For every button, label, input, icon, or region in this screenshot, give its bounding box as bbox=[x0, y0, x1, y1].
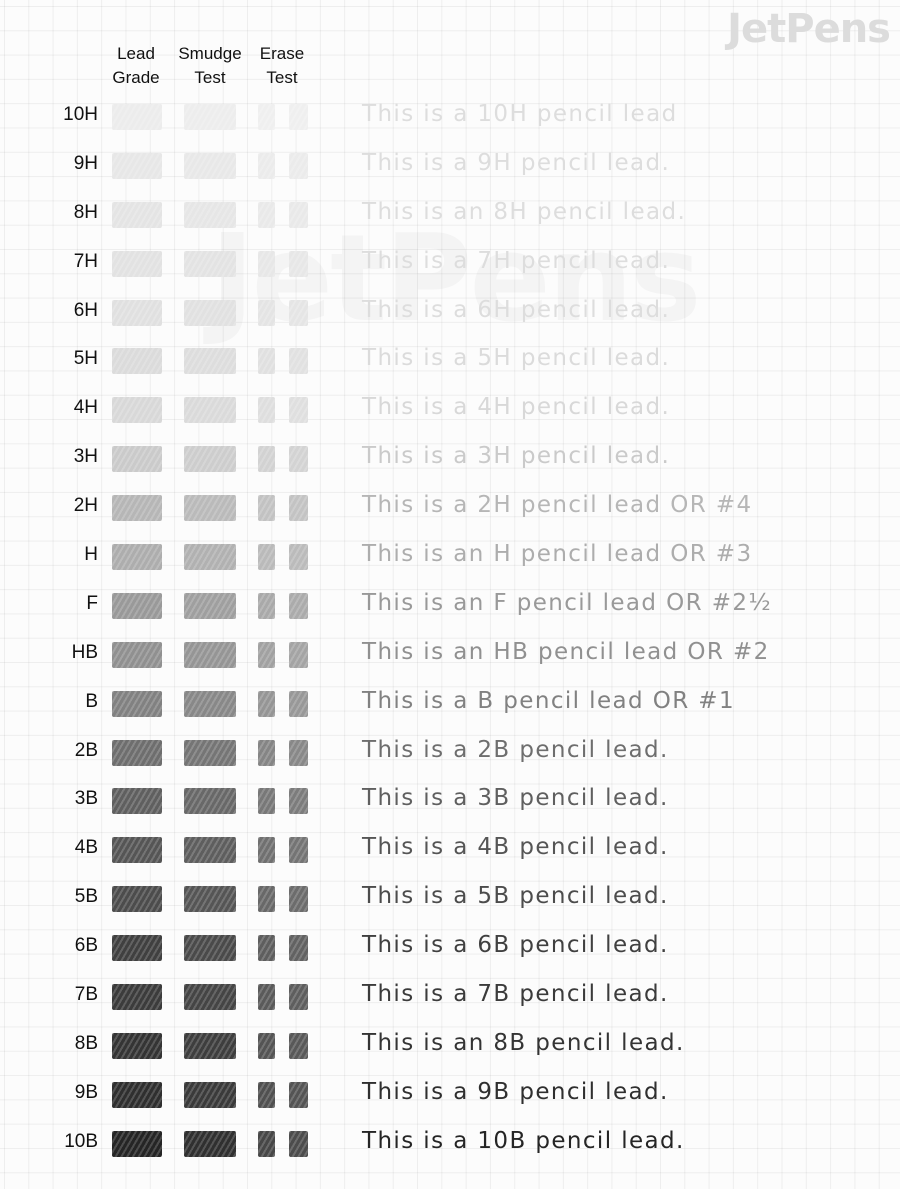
lead-grade-label: 3B bbox=[74, 788, 98, 810]
erase-swatch bbox=[258, 935, 275, 961]
erase-swatch bbox=[289, 348, 308, 374]
sample-writing: This is a 10B pencil lead. bbox=[362, 1127, 685, 1154]
lead-swatch bbox=[112, 1082, 162, 1108]
erase-swatch bbox=[258, 202, 275, 228]
sample-writing: This is a 9H pencil lead. bbox=[362, 149, 671, 176]
smudge-swatch bbox=[184, 1082, 236, 1108]
erase-swatch bbox=[258, 642, 275, 668]
erase-swatch bbox=[258, 691, 275, 717]
lead-row bbox=[0, 287, 900, 336]
lead-swatch bbox=[112, 348, 162, 374]
lead-grade-label: 6B bbox=[74, 935, 98, 957]
header-lead-grade bbox=[108, 42, 164, 90]
sample-writing: This is an H pencil lead OR #3 bbox=[362, 541, 753, 568]
lead-grade-label: 5B bbox=[74, 886, 98, 908]
lead-grade-label: 4B bbox=[74, 837, 98, 859]
erase-swatch bbox=[289, 837, 308, 863]
erase-swatch bbox=[289, 397, 308, 423]
smudge-swatch bbox=[184, 593, 236, 619]
lead-swatch bbox=[112, 153, 162, 179]
lead-grade-label: 9B bbox=[74, 1081, 98, 1103]
erase-swatch bbox=[258, 837, 275, 863]
erase-swatch bbox=[289, 593, 308, 619]
smudge-swatch bbox=[184, 691, 236, 717]
erase-swatch bbox=[289, 251, 308, 277]
erase-swatch bbox=[258, 740, 275, 766]
erase-swatch bbox=[258, 1082, 275, 1108]
smudge-swatch bbox=[184, 1033, 236, 1059]
lead-grade-label: 8B bbox=[74, 1032, 98, 1054]
lead-row bbox=[0, 335, 900, 384]
lead-grade-rows bbox=[0, 91, 900, 1167]
erase-swatch bbox=[289, 935, 308, 961]
lead-row bbox=[0, 1020, 900, 1069]
erase-swatch bbox=[289, 691, 308, 717]
lead-row bbox=[0, 775, 900, 824]
erase-swatch bbox=[258, 348, 275, 374]
erase-swatch bbox=[289, 642, 308, 668]
lead-grade-label: HB bbox=[71, 641, 98, 663]
lead-swatch bbox=[112, 788, 162, 814]
header-smudge-test-line2: Test bbox=[194, 68, 226, 87]
lead-row bbox=[0, 873, 900, 922]
erase-swatch bbox=[258, 1131, 275, 1157]
erase-swatch bbox=[258, 446, 275, 472]
smudge-swatch bbox=[184, 104, 236, 130]
erase-swatch bbox=[289, 886, 308, 912]
header-smudge-test-line1: Smudge bbox=[178, 44, 242, 63]
lead-swatch bbox=[112, 642, 162, 668]
erase-swatch bbox=[289, 1033, 308, 1059]
sample-writing: This is a 9B pencil lead. bbox=[362, 1078, 669, 1105]
sample-writing: This is a 6B pencil lead. bbox=[362, 932, 669, 959]
lead-grade-label: 9H bbox=[73, 152, 98, 174]
lead-row bbox=[0, 678, 900, 727]
sample-writing: This is a 3H pencil lead. bbox=[362, 443, 671, 470]
erase-swatch bbox=[258, 495, 275, 521]
sample-writing: This is a 5B pencil lead. bbox=[362, 883, 669, 910]
header-erase-test-line2: Test bbox=[266, 68, 298, 87]
smudge-swatch bbox=[184, 935, 236, 961]
lead-swatch bbox=[112, 446, 162, 472]
smudge-swatch bbox=[184, 886, 236, 912]
erase-swatch bbox=[258, 593, 275, 619]
erase-swatch bbox=[258, 886, 275, 912]
erase-swatch bbox=[289, 544, 308, 570]
lead-row bbox=[0, 91, 900, 140]
sample-writing: This is an HB pencil lead OR #2 bbox=[362, 638, 770, 665]
sample-writing: This is a 5H pencil lead. bbox=[362, 345, 671, 372]
erase-swatch bbox=[289, 446, 308, 472]
lead-swatch bbox=[112, 935, 162, 961]
erase-swatch bbox=[289, 104, 308, 130]
sample-writing: This is a B pencil lead OR #1 bbox=[362, 687, 735, 714]
sample-writing: This is an 8B pencil lead. bbox=[362, 1029, 685, 1056]
lead-row bbox=[0, 531, 900, 580]
smudge-swatch bbox=[184, 1131, 236, 1157]
lead-grade-label: 7H bbox=[73, 250, 98, 272]
erase-swatch bbox=[258, 544, 275, 570]
sample-writing: This is a 7B pencil lead. bbox=[362, 981, 669, 1008]
lead-grade-label: 4H bbox=[73, 397, 98, 419]
lead-grade-label: F bbox=[86, 592, 98, 614]
erase-swatch bbox=[289, 1082, 308, 1108]
lead-row bbox=[0, 238, 900, 287]
lead-swatch bbox=[112, 691, 162, 717]
lead-grade-label: 3H bbox=[73, 446, 98, 468]
lead-row bbox=[0, 140, 900, 189]
smudge-swatch bbox=[184, 740, 236, 766]
smudge-swatch bbox=[184, 788, 236, 814]
lead-row bbox=[0, 824, 900, 873]
lead-grade-label: H bbox=[84, 544, 98, 566]
header-smudge-test bbox=[170, 42, 250, 90]
erase-swatch bbox=[258, 300, 275, 326]
erase-swatch bbox=[289, 1131, 308, 1157]
sample-writing: This is a 7H pencil lead. bbox=[362, 247, 671, 274]
smudge-swatch bbox=[184, 495, 236, 521]
lead-swatch bbox=[112, 740, 162, 766]
sample-writing: This is a 4B pencil lead. bbox=[362, 834, 669, 861]
lead-swatch bbox=[112, 593, 162, 619]
erase-swatch bbox=[258, 1033, 275, 1059]
sample-writing: This is a 6H pencil lead. bbox=[362, 296, 671, 323]
lead-row bbox=[0, 727, 900, 776]
lead-swatch bbox=[112, 495, 162, 521]
sample-writing: This is a 3B pencil lead. bbox=[362, 785, 669, 812]
lead-grade-label: 10B bbox=[64, 1130, 98, 1152]
smudge-swatch bbox=[184, 397, 236, 423]
erase-swatch bbox=[289, 740, 308, 766]
lead-grade-label: 6H bbox=[73, 299, 98, 321]
lead-swatch bbox=[112, 837, 162, 863]
smudge-swatch bbox=[184, 984, 236, 1010]
smudge-swatch bbox=[184, 251, 236, 277]
erase-swatch bbox=[258, 788, 275, 814]
sample-writing: This is a 2B pencil lead. bbox=[362, 736, 669, 763]
lead-row bbox=[0, 433, 900, 482]
lead-grade-label: 2B bbox=[74, 739, 98, 761]
header-lead-grade-line2: Grade bbox=[112, 68, 160, 87]
lead-grade-label: B bbox=[85, 690, 98, 712]
erase-swatch bbox=[258, 397, 275, 423]
lead-row bbox=[0, 1118, 900, 1167]
erase-swatch bbox=[258, 251, 275, 277]
lead-grade-label: 10H bbox=[63, 104, 98, 125]
lead-swatch bbox=[112, 886, 162, 912]
lead-swatch bbox=[112, 202, 162, 228]
lead-row bbox=[0, 384, 900, 433]
lead-swatch bbox=[112, 251, 162, 277]
jetpens-logo: JetPens bbox=[727, 6, 890, 52]
sample-writing: This is a 2H pencil lead OR #4 bbox=[362, 492, 753, 519]
lead-row bbox=[0, 922, 900, 971]
lead-swatch bbox=[112, 984, 162, 1010]
lead-grade-label: 8H bbox=[73, 201, 98, 223]
header-erase-test-line1: Erase bbox=[259, 44, 305, 63]
lead-swatch bbox=[112, 104, 162, 130]
erase-swatch bbox=[289, 153, 308, 179]
lead-swatch bbox=[112, 397, 162, 423]
header-erase-test bbox=[252, 42, 312, 90]
smudge-swatch bbox=[184, 202, 236, 228]
lead-row bbox=[0, 1069, 900, 1118]
smudge-swatch bbox=[184, 544, 236, 570]
smudge-swatch bbox=[184, 837, 236, 863]
lead-row bbox=[0, 482, 900, 531]
smudge-swatch bbox=[184, 153, 236, 179]
lead-grade-label: 5H bbox=[73, 348, 98, 370]
lead-swatch bbox=[112, 1033, 162, 1059]
lead-row bbox=[0, 629, 900, 678]
smudge-swatch bbox=[184, 300, 236, 326]
erase-swatch bbox=[289, 300, 308, 326]
smudge-swatch bbox=[184, 446, 236, 472]
lead-swatch bbox=[112, 544, 162, 570]
sample-writing: This is an F pencil lead OR #2½ bbox=[362, 589, 773, 616]
sample-writing: This is a 10H pencil lead bbox=[362, 101, 678, 127]
lead-row bbox=[0, 971, 900, 1020]
erase-swatch bbox=[289, 202, 308, 228]
lead-row bbox=[0, 189, 900, 238]
lead-swatch bbox=[112, 300, 162, 326]
erase-swatch bbox=[289, 984, 308, 1010]
lead-grade-label: 7B bbox=[74, 984, 98, 1006]
erase-swatch bbox=[258, 153, 275, 179]
smudge-swatch bbox=[184, 348, 236, 374]
lead-grade-label: 2H bbox=[73, 495, 98, 517]
erase-swatch bbox=[289, 788, 308, 814]
sample-writing: This is an 8H pencil lead. bbox=[362, 198, 687, 225]
erase-swatch bbox=[258, 104, 275, 130]
erase-swatch bbox=[289, 495, 308, 521]
header-lead-grade-line1: Lead bbox=[117, 44, 155, 63]
lead-swatch bbox=[112, 1131, 162, 1157]
sample-writing: This is a 4H pencil lead. bbox=[362, 394, 671, 421]
erase-swatch bbox=[258, 984, 275, 1010]
lead-row bbox=[0, 580, 900, 629]
smudge-swatch bbox=[184, 642, 236, 668]
